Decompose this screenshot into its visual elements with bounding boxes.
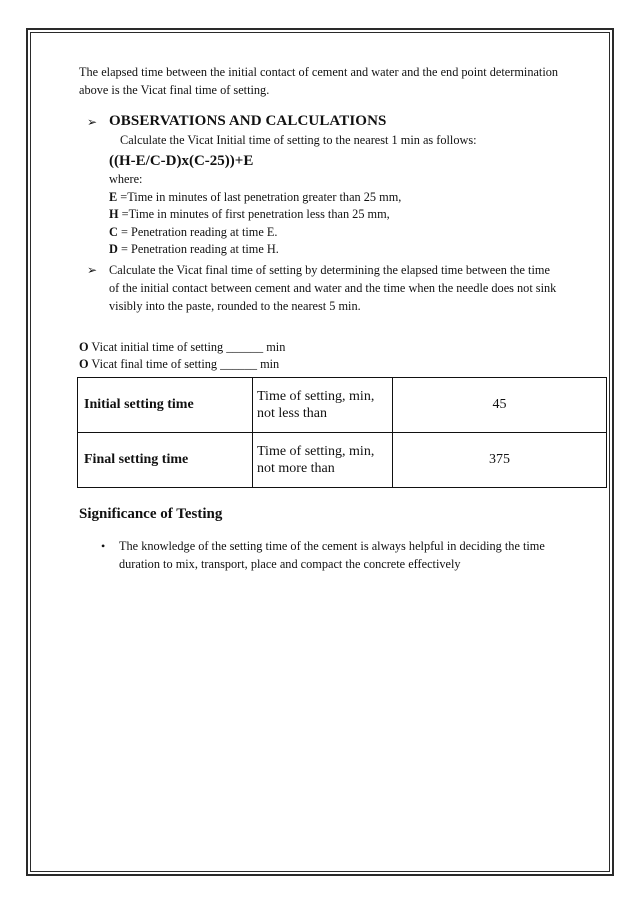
blank-text: Vicat initial time of setting ______ min: [88, 339, 286, 354]
definition-item: [109, 189, 559, 207]
definitions-list: [109, 171, 559, 259]
where-label: where:: [109, 172, 143, 186]
formula: ((H-E/C-D)x(C-25))+E: [109, 153, 254, 169]
document-content: [79, 63, 559, 573]
row-condition: Time of setting, min, not less than: [253, 377, 393, 432]
blank-text: Vicat final time of setting ______ min: [88, 356, 280, 371]
blank-line: [79, 356, 559, 373]
table-row: [78, 432, 607, 487]
definition-text: =Time in minutes of last penetration greater than 25 mm,: [117, 189, 402, 204]
row-value: 375: [393, 432, 607, 487]
intro-paragraph: The elapsed time between the initial contact of cement and water and the end point determination above is the Vicat final time of setting.: [79, 65, 559, 97]
definition-text: = Penetration reading at time H.: [117, 242, 279, 256]
definition-text: = Penetration reading at time E.: [117, 224, 278, 239]
row-label: Final setting time: [78, 432, 253, 487]
definition-item: [109, 224, 559, 242]
definition-symbol: E: [109, 189, 118, 204]
row-value: 45: [393, 377, 607, 432]
arrow-bullet-icon: ➢: [87, 114, 98, 129]
arrow-bullet-icon: ➢: [87, 262, 98, 277]
final-calc-text: Calculate the Vicat final time of setting by determining the elapsed time between the time of the initial contact between cement and water and the time when the needle does not sink visibly into the paste, rounded to the nearest 5 min.: [109, 262, 557, 313]
blank-mark: O: [79, 356, 89, 371]
row-label: Initial setting time: [78, 377, 253, 432]
setting-time-table: [77, 377, 607, 488]
significance-bullet: [101, 537, 559, 573]
significance-heading: Significance of Testing: [79, 505, 223, 522]
result-blanks: [79, 339, 559, 373]
blank-mark: O: [79, 339, 89, 354]
observations-heading: [87, 113, 559, 130]
bullet-dot-icon: •: [101, 538, 106, 553]
definition-item: [109, 241, 559, 259]
significance-text: The knowledge of the setting time of the cement is always helpful in deciding the time duration to mix, transport, place and compact the concrete effectively: [119, 538, 545, 571]
table-row: [78, 377, 607, 432]
final-calc-bullet: [87, 261, 559, 315]
section-title: OBSERVATIONS AND CALCULATIONS: [109, 113, 387, 129]
definition-symbol: C: [109, 224, 118, 239]
definition-text: =Time in minutes of first penetration less than 25 mm,: [118, 207, 390, 221]
blank-line: [79, 339, 559, 356]
definition-item: [109, 206, 559, 224]
definition-symbol: H: [109, 207, 119, 221]
initial-calc-instruction: Calculate the Vicat Initial time of setting to the nearest 1 min as follows:: [120, 133, 477, 147]
definition-symbol: D: [109, 242, 118, 256]
row-condition: Time of setting, min, not more than: [253, 432, 393, 487]
